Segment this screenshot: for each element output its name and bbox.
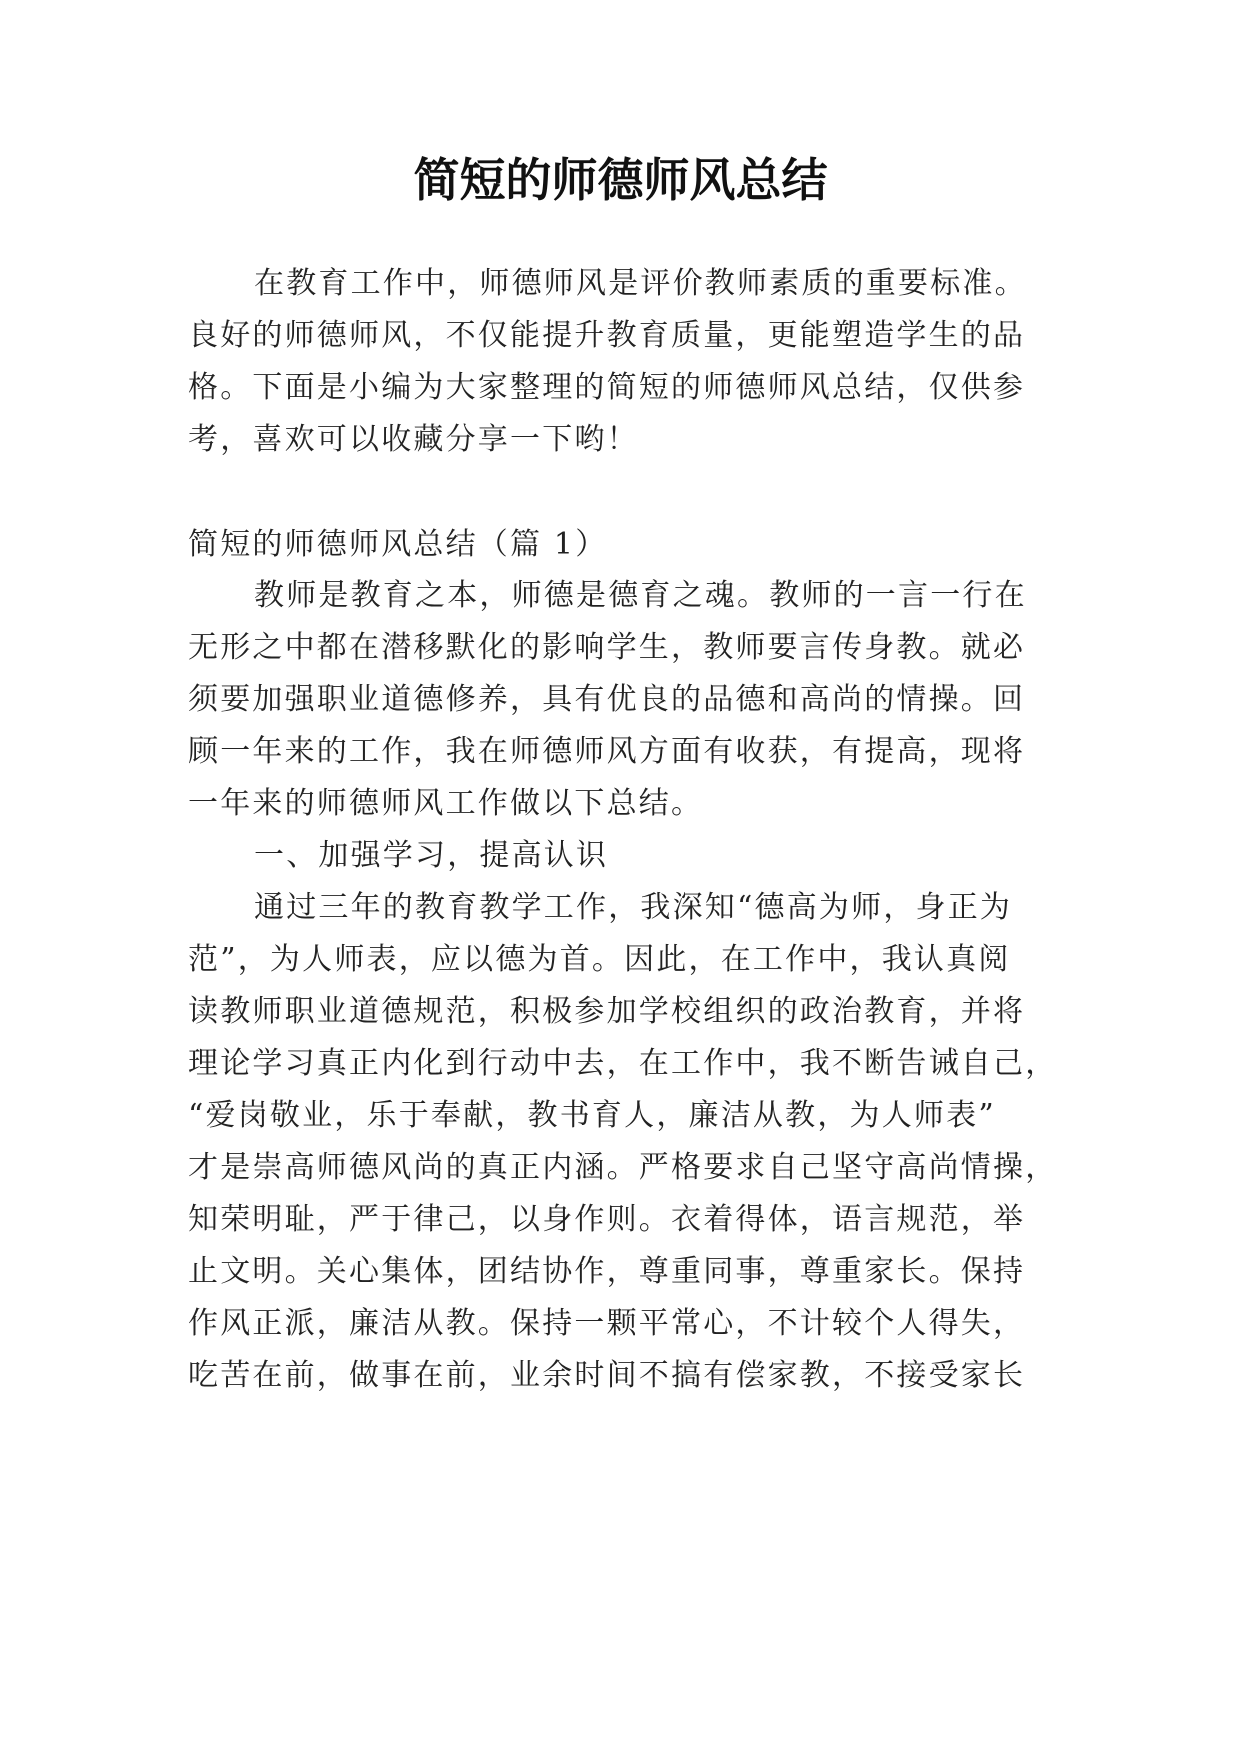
body-line-15: 作风正派，廉洁从教。保持一颗平常心，不计较个人得失， [188, 1306, 1026, 1341]
subheading-1: 一、加强学习，提高认识 [254, 838, 609, 873]
body-line-1: 教师是教育之本，师德是德育之魂。教师的一言一行在 [254, 578, 1027, 613]
body-line-8: 范”，为人师表，应以德为首。因此，在工作中，我认真阅 [188, 942, 1011, 977]
intro-line-4: 考，喜欢可以收藏分享一下哟！ [188, 422, 639, 457]
page-title: 简短的师德师风总结 [413, 153, 828, 207]
body-line-10: 理论学习真正内化到行动中去，在工作中，我不断告诫自己， [188, 1046, 1058, 1081]
intro-line-3: 格。下面是小编为大家整理的简短的师德师风总结，仅供参 [188, 370, 1026, 405]
body-line-13: 知荣明耻，严于律己，以身作则。衣着得体，语言规范，举 [188, 1202, 1026, 1237]
body-line-3: 须要加强职业道德修养，具有优良的品德和高尚的情操。回 [188, 682, 1026, 717]
intro-line-2: 良好的师德师风，不仅能提升教育质量，更能塑造学生的品 [188, 318, 1026, 353]
body-line-5: 一年来的师德师风工作做以下总结。 [188, 786, 704, 821]
body-line-12: 才是崇高师德风尚的真正内涵。严格要求自己坚守高尚情操， [188, 1150, 1058, 1185]
body-line-2: 无形之中都在潜移默化的影响学生，教师要言传身教。就必 [188, 630, 1026, 665]
body-line-7: 通过三年的教育教学工作，我深知“德高为师，身正为 [254, 890, 1013, 925]
body-line-16: 吃苦在前，做事在前，业余时间不搞有偿家教，不接受家长 [188, 1358, 1026, 1393]
section-heading: 简短的师德师风总结（篇 1） [188, 527, 608, 562]
body-line-4: 顾一年来的工作，我在师德师风方面有收获，有提高，现将 [188, 734, 1026, 769]
body-line-11: “爱岗敬业，乐于奉献，教书育人，廉洁从教，为人师表” [188, 1098, 996, 1133]
body-line-14: 止文明。关心集体，团结协作，尊重同事，尊重家长。保持 [188, 1254, 1026, 1289]
intro-line-1: 在教育工作中，师德师风是评价教师素质的重要标准。 [254, 266, 1027, 301]
body-line-9: 读教师职业道德规范，积极参加学校组织的政治教育，并将 [188, 994, 1026, 1029]
